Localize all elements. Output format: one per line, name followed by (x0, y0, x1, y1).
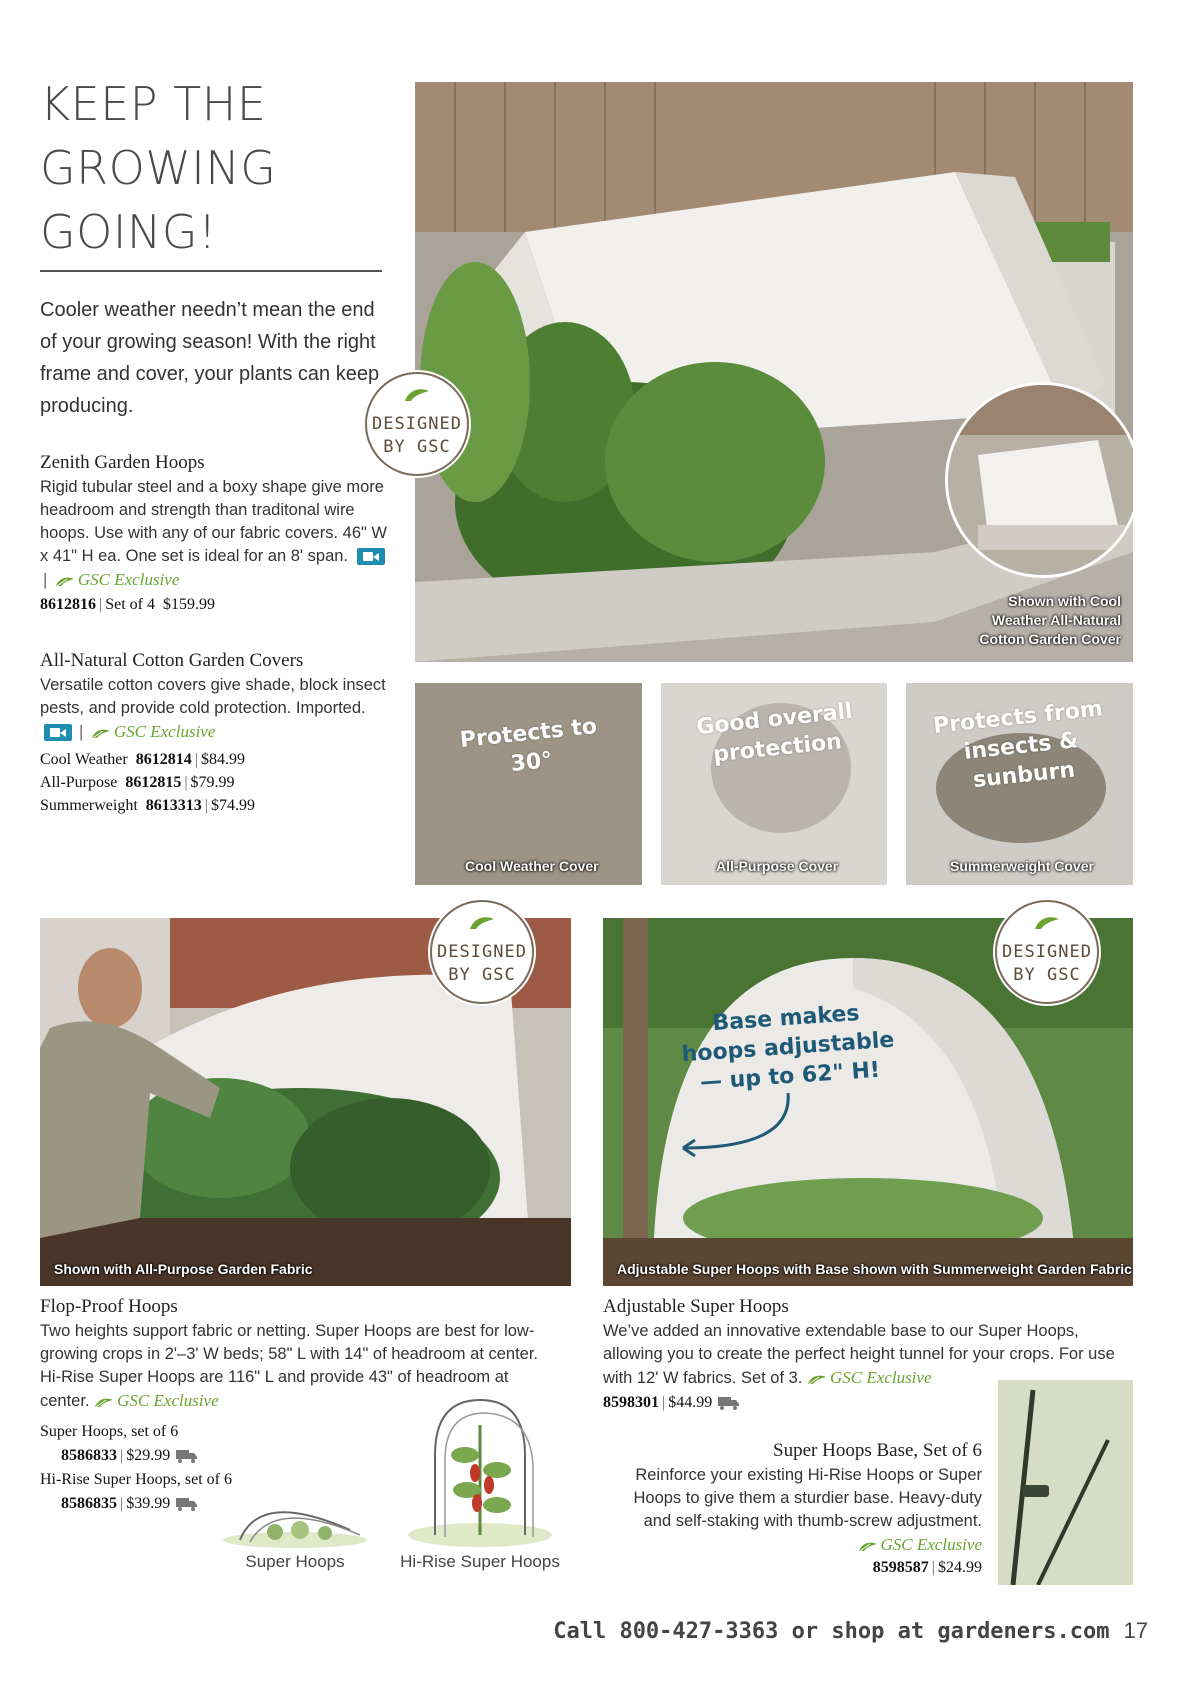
adjustable-sku: 8598301 (603, 1394, 659, 1411)
adj-callout: Base makes hoops adjustable — up to 62" H! (680, 1000, 896, 1096)
video-icon[interactable] (44, 724, 72, 741)
covers-desc-text: Versatile cotton covers give shade, block insect pests, and provide cold protection. Imported. (40, 676, 386, 717)
page-headline (40, 72, 360, 264)
base-sku-line: 8598587 | $24.99 (872, 1559, 982, 1576)
covers-exclusive: GSC Exclusive (91, 722, 216, 741)
base-product (630, 1440, 982, 1577)
covers-product (40, 650, 390, 817)
hi-rise-hoops-label: Hi-Rise Super Hoops (400, 1552, 560, 1571)
covers-name: All-Natural Cotton Garden Covers (40, 650, 304, 671)
adjustable-price: $44.99 (668, 1394, 713, 1411)
base-name: Super Hoops Base, Set of 6 (773, 1440, 982, 1461)
leaf-icon (468, 914, 496, 930)
base-exclusive-line (630, 1535, 982, 1555)
fabric-callout: Protects from insects & sunburn (931, 696, 1104, 794)
leaf-icon (807, 1373, 827, 1385)
fabric-callout: Protects to 30° (458, 713, 599, 778)
flop-name: Flop-Proof Hoops (40, 1296, 178, 1317)
flop-sku-row: 8586833 | $29.99 (40, 1444, 232, 1468)
zenith-sku-line: 8612816 | Set of 4 $159.99 (40, 596, 215, 613)
inset-photo-art (948, 385, 1133, 575)
flop-exclusive: GSC Exclusive (94, 1391, 219, 1410)
intro-text: Cooler weather needn’t mean the end of your growing season! With the right frame and cover, your plants can keep producing. (40, 299, 380, 417)
headline-divider (40, 270, 382, 272)
zenith-price: $159.99 (162, 596, 215, 613)
base-price: $24.99 (938, 1559, 982, 1576)
page-number: 17 (1123, 1618, 1148, 1643)
leaf-icon (858, 1540, 878, 1552)
headline-line-3: GOING! (40, 205, 217, 259)
hi-rise-hoops-illustration (405, 1385, 555, 1550)
covers-desc: Versatile cotton covers give shade, block insect pests, and provide cold protection. Imported. | GSC Exclusive (40, 676, 386, 741)
covers-sku-row: Summerweight 8613313 | $74.99 (40, 797, 255, 814)
flop-item-label: Hi-Rise Super Hoops, set of 6 (40, 1471, 232, 1488)
truck-icon (176, 1449, 198, 1463)
designed-by-gsc-badge: DESIGNED BY GSC (430, 900, 534, 1004)
fabric-swatch-cool-weather (415, 683, 642, 885)
leaf-icon (403, 386, 431, 402)
adjustable-desc-text: We’ve added an innovative extendable base to our Super Hoops, allowing you to create the perfect height tunnel for your crops. For use with 12' W fabrics. Set of 3. (603, 1322, 1115, 1387)
adjustable-sku-line: 8598301 | $44.99 (603, 1394, 1123, 1412)
truck-icon (718, 1396, 740, 1410)
designed-by-gsc-badge: DESIGNED BY GSC (365, 372, 469, 476)
zenith-exclusive: GSC Exclusive (55, 570, 180, 589)
covers-sku-list (40, 748, 390, 817)
leaf-icon (91, 727, 111, 739)
fabric-caption: All-Purpose Cover (716, 858, 839, 874)
leaf-icon (1033, 914, 1061, 930)
flop-item-label: Super Hoops, set of 6 (40, 1423, 179, 1440)
covers-sku-row: Cool Weather 8612814 | $84.99 (40, 751, 245, 768)
hero-inset-circle (945, 382, 1133, 578)
flop-sku-row: 8586835 | $39.99 (40, 1492, 232, 1516)
base-photo (998, 1380, 1133, 1585)
zenith-product (40, 452, 390, 614)
leaf-icon (55, 575, 75, 587)
zenith-sku: 8612816 (40, 596, 96, 613)
adjustable-name: Adjustable Super Hoops (603, 1296, 789, 1317)
designed-by-gsc-badge: DESIGNED BY GSC (995, 900, 1099, 1004)
hero-caption: Shown with Cool Weather All-Natural Cotton Garden Cover (979, 593, 1121, 647)
zenith-desc: Rigid tubular steel and a boxy shape give more headroom and strength than traditonal wire hoops. Use with any of our fabric covers. 46" W x 41" H ea. One set is ideal for an 8' span. | GSC Exclusive (40, 478, 388, 589)
zenith-desc-text: Rigid tubular steel and a boxy shape give more headroom and strength than traditonal wire hoops. Use with any of our fabric covers. 46" W x 41" H ea. One set is ideal for an 8' span. (40, 478, 388, 565)
headline-line-2: GROWING (40, 141, 277, 195)
footer-contact (553, 1618, 1148, 1644)
hi-rise-art (405, 1385, 555, 1550)
flop-desc-text: Two heights support fabric or netting. Super Hoops are best for low-growing crops in 2'–3' W beds; 58" L with 14" of headroom at center. Hi-Rise Super Hoops are 116" L and provide 43" of headroom at center. (40, 1322, 539, 1410)
zenith-name: Zenith Garden Hoops (40, 452, 205, 473)
fabric-callout: Good overall protection (695, 698, 854, 768)
covers-sku-row: All-Purpose 8612815 | $79.99 (40, 774, 235, 791)
fabric-swatch-all-purpose (661, 683, 887, 885)
adjustable-exclusive: GSC Exclusive (807, 1368, 932, 1387)
base-exclusive: GSC Exclusive (858, 1535, 983, 1554)
hero-photo (415, 82, 1133, 662)
super-hoops-label: Super Hoops (245, 1552, 345, 1571)
video-icon[interactable] (357, 548, 385, 565)
fabric-caption: Summerweight Cover (950, 858, 1094, 874)
leaf-icon (94, 1396, 114, 1408)
super-hoops-illustration (220, 1480, 370, 1550)
base-sku: 8598587 (872, 1559, 929, 1576)
super-hoops-art (220, 1480, 370, 1550)
base-photo-art (998, 1380, 1133, 1585)
truck-icon (176, 1497, 198, 1511)
flop-photo-caption: Shown with All-Purpose Garden Fabric (54, 1261, 313, 1277)
flop-sku-list (40, 1420, 232, 1516)
zenith-set: Set of 4 (105, 596, 155, 613)
base-desc: Reinforce your existing Hi-Rise Hoops or Super Hoops to give them a sturdier base. Heavy-duty and self-staking with thumb-screw adjustment. (633, 1466, 982, 1530)
headline-line-1: KEEP THE (40, 77, 267, 131)
fabric-caption: Cool Weather Cover (465, 858, 599, 874)
footer-text[interactable]: Call 800-427-3363 or shop at gardeners.com (553, 1619, 1110, 1644)
adj-photo-caption: Adjustable Super Hoops with Base shown with Summerweight Garden Fabric (617, 1261, 1132, 1277)
arrow-icon (673, 1088, 803, 1168)
fabric-swatch-summerweight (906, 683, 1133, 885)
